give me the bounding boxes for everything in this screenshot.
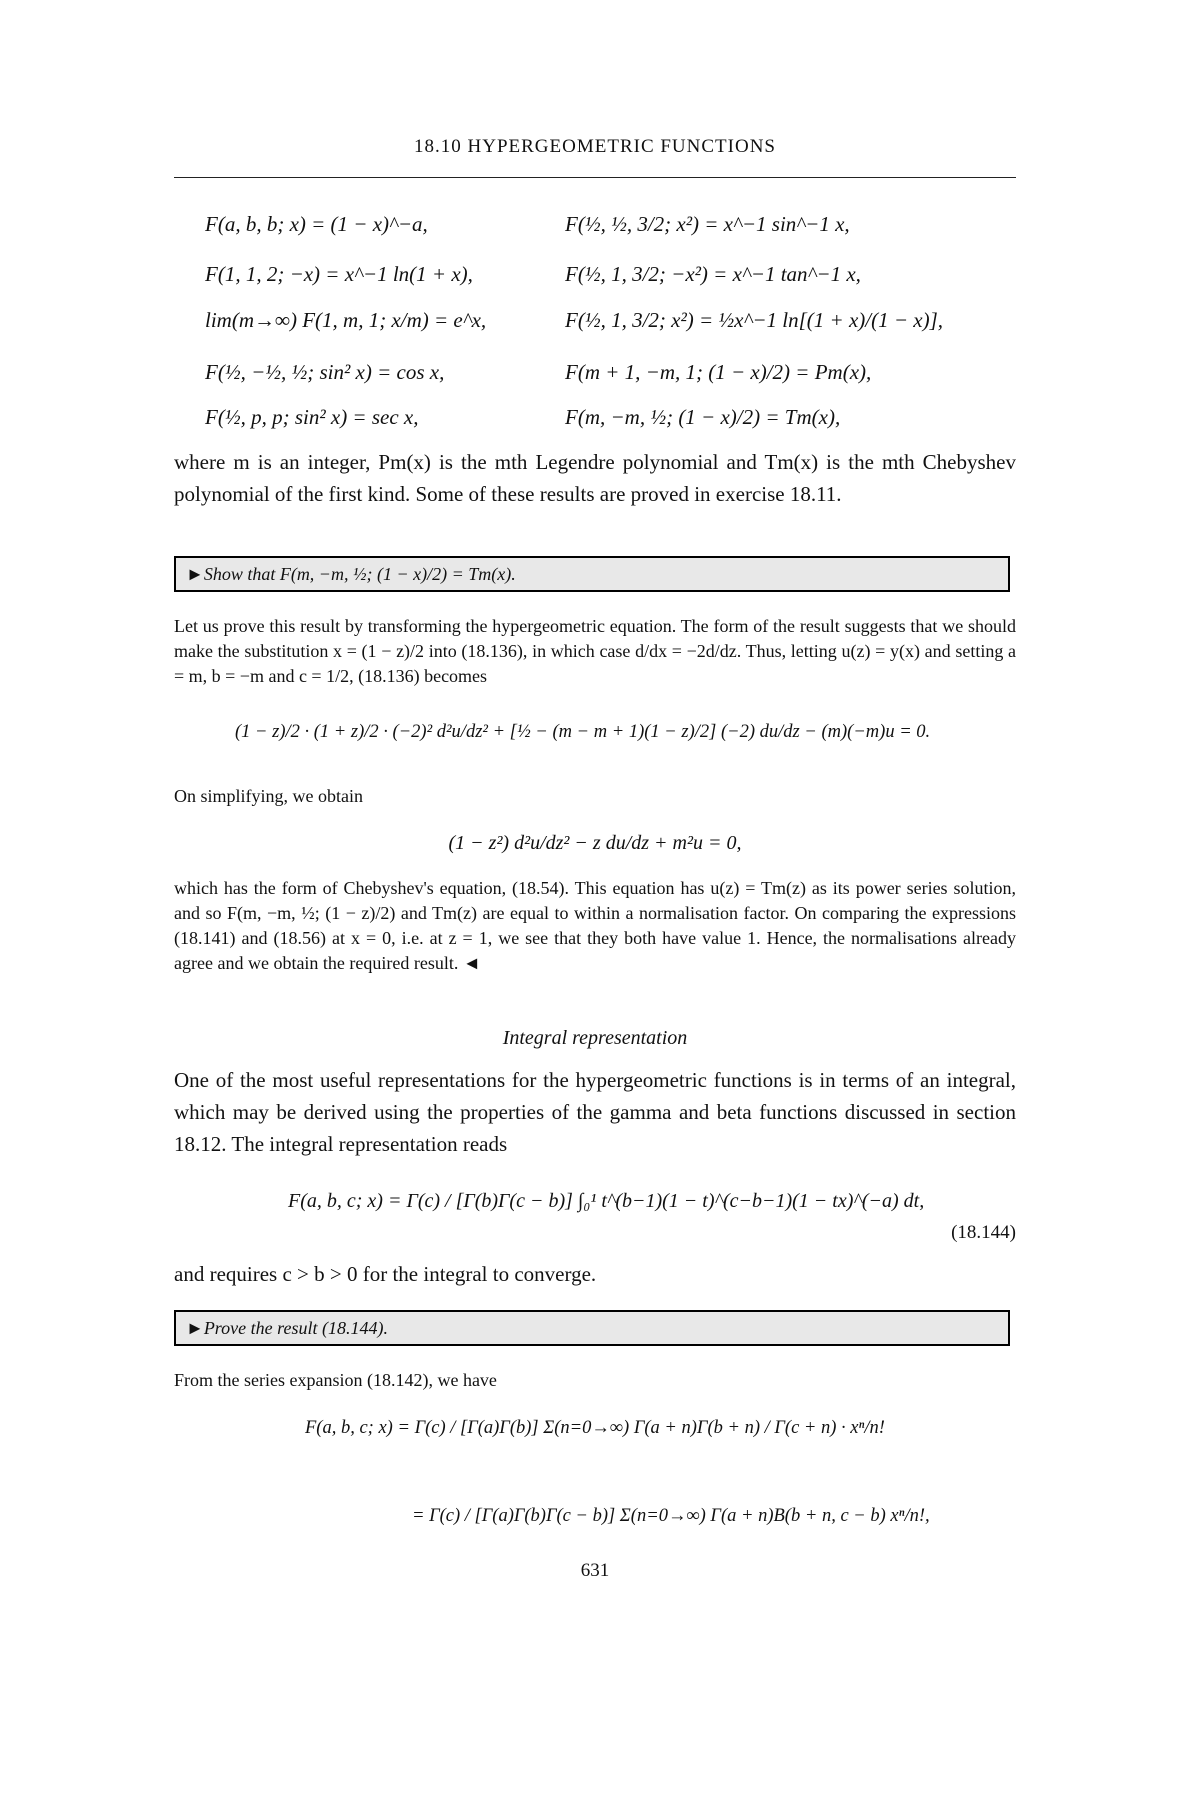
paragraph-convergence: and requires c > b > 0 for the integral to converge. [174, 1262, 597, 1286]
formula-left-1: F(a, b, b; x) = (1 − x)^−a, [205, 212, 428, 236]
equation-series-line-2: = Γ(c) / [Γ(a)Γ(b)Γ(c − b)] Σ(n=0→∞) Γ(a + n)B(b + n, c − b) xⁿ/n!, [412, 1506, 930, 1526]
equation-chebyshev-form: (1 − z²) d²u/dz² − z du/dz + m²u = 0, [448, 832, 742, 854]
formula-right-5: F(m, −m, ½; (1 − x)/2) = Tm(x), [565, 405, 841, 429]
paragraph-series-expansion: From the series expansion (18.142), we have [174, 1370, 497, 1390]
formula-left-3: lim(m→∞) F(1, m, 1; x/m) = e^x, [205, 308, 487, 332]
paragraph-conclusion: which has the form of Chebyshev's equation, (18.54). This equation has u(z) = Tm(z) as its power series solution, and so F(m, −m, ½; (1 − z)/2) and Tm(z) are equal to within a normalisation factor. On comparing the expressions (18.141) and (18.56) at x = 0, i.e. at z = 1, we see that they both have value 1. Hence, the normalisations already agree and we obtain the required result. ◄ [174, 878, 1016, 973]
formula-right-4: F(m + 1, −m, 1; (1 − x)/2) = Pm(x), [565, 360, 872, 384]
paragraph-integral-intro: One of the most useful representations for the hypergeometric functions is in terms of an integral, which may be derived using the properties of the gamma and beta functions discussed in section 18.12. The integral representation reads [174, 1068, 1016, 1156]
formula-left-2: F(1, 1, 2; −x) = x^−1 ln(1 + x), [205, 262, 473, 286]
formula-left-4: F(½, −½, ½; sin² x) = cos x, [205, 360, 445, 384]
equation-integral-representation: F(a, b, c; x) = Γ(c) / [Γ(b)Γ(c − b)] ∫₀¹ t^(b−1)(1 − t)^(c−b−1)(1 − tx)^(−a) dt, [288, 1190, 925, 1212]
formula-right-2: F(½, 1, 3/2; −x²) = x^−1 tan^−1 x, [565, 262, 861, 286]
page-number: 631 [580, 1560, 610, 1581]
formula-left-5: F(½, p, p; sin² x) = sec x, [205, 405, 419, 429]
equation-series-line-1: F(a, b, c; x) = Γ(c) / [Γ(a)Γ(b)] Σ(n=0→∞) Γ(a + n)Γ(b + n) / Γ(c + n) · xⁿ/n! [305, 1418, 885, 1438]
header-rule [174, 177, 1016, 178]
formula-right-3: F(½, 1, 3/2; x²) = ½x^−1 ln[(1 + x)/(1 − x)], [565, 308, 943, 332]
section-subheading: Integral representation [502, 1027, 688, 1049]
paragraph-simplifying: On simplifying, we obtain [174, 786, 363, 806]
example-box-show-chebyshev: ►Show that F(m, −m, ½; (1 − x)/2) = Tm(x). [174, 556, 1010, 592]
running-header: 18.10 HYPERGEOMETRIC FUNCTIONS [414, 136, 776, 157]
paragraph-special-cases: where m is an integer, Pm(x) is the mth Legendre polynomial and Tm(x) is the mth Chebyshev polynomial of the first kind. Some of these results are proved in exercise 18.11. [174, 450, 1016, 506]
paragraph-transform: Let us prove this result by transforming the hypergeometric equation. The form of the result suggests that we should make the substitution x = (1 − z)/2 into (18.136), in which case d/dx = −2d/dz. Thus, letting u(z) = y(x) and setting a = m, b = −m and c = 1/2, (18.136) becomes [174, 616, 1016, 686]
equation-transformed: (1 − z)/2 · (1 + z)/2 · (−2)² d²u/dz² + [½ − (m − m + 1)(1 − z)/2] (−2) du/dz − (m)(−m)u = 0. [235, 722, 931, 742]
example-box-prove-integral: ►Prove the result (18.144). [174, 1310, 1010, 1346]
formula-right-1: F(½, ½, 3/2; x²) = x^−1 sin^−1 x, [565, 212, 850, 236]
equation-number: (18.144) [951, 1222, 1016, 1243]
